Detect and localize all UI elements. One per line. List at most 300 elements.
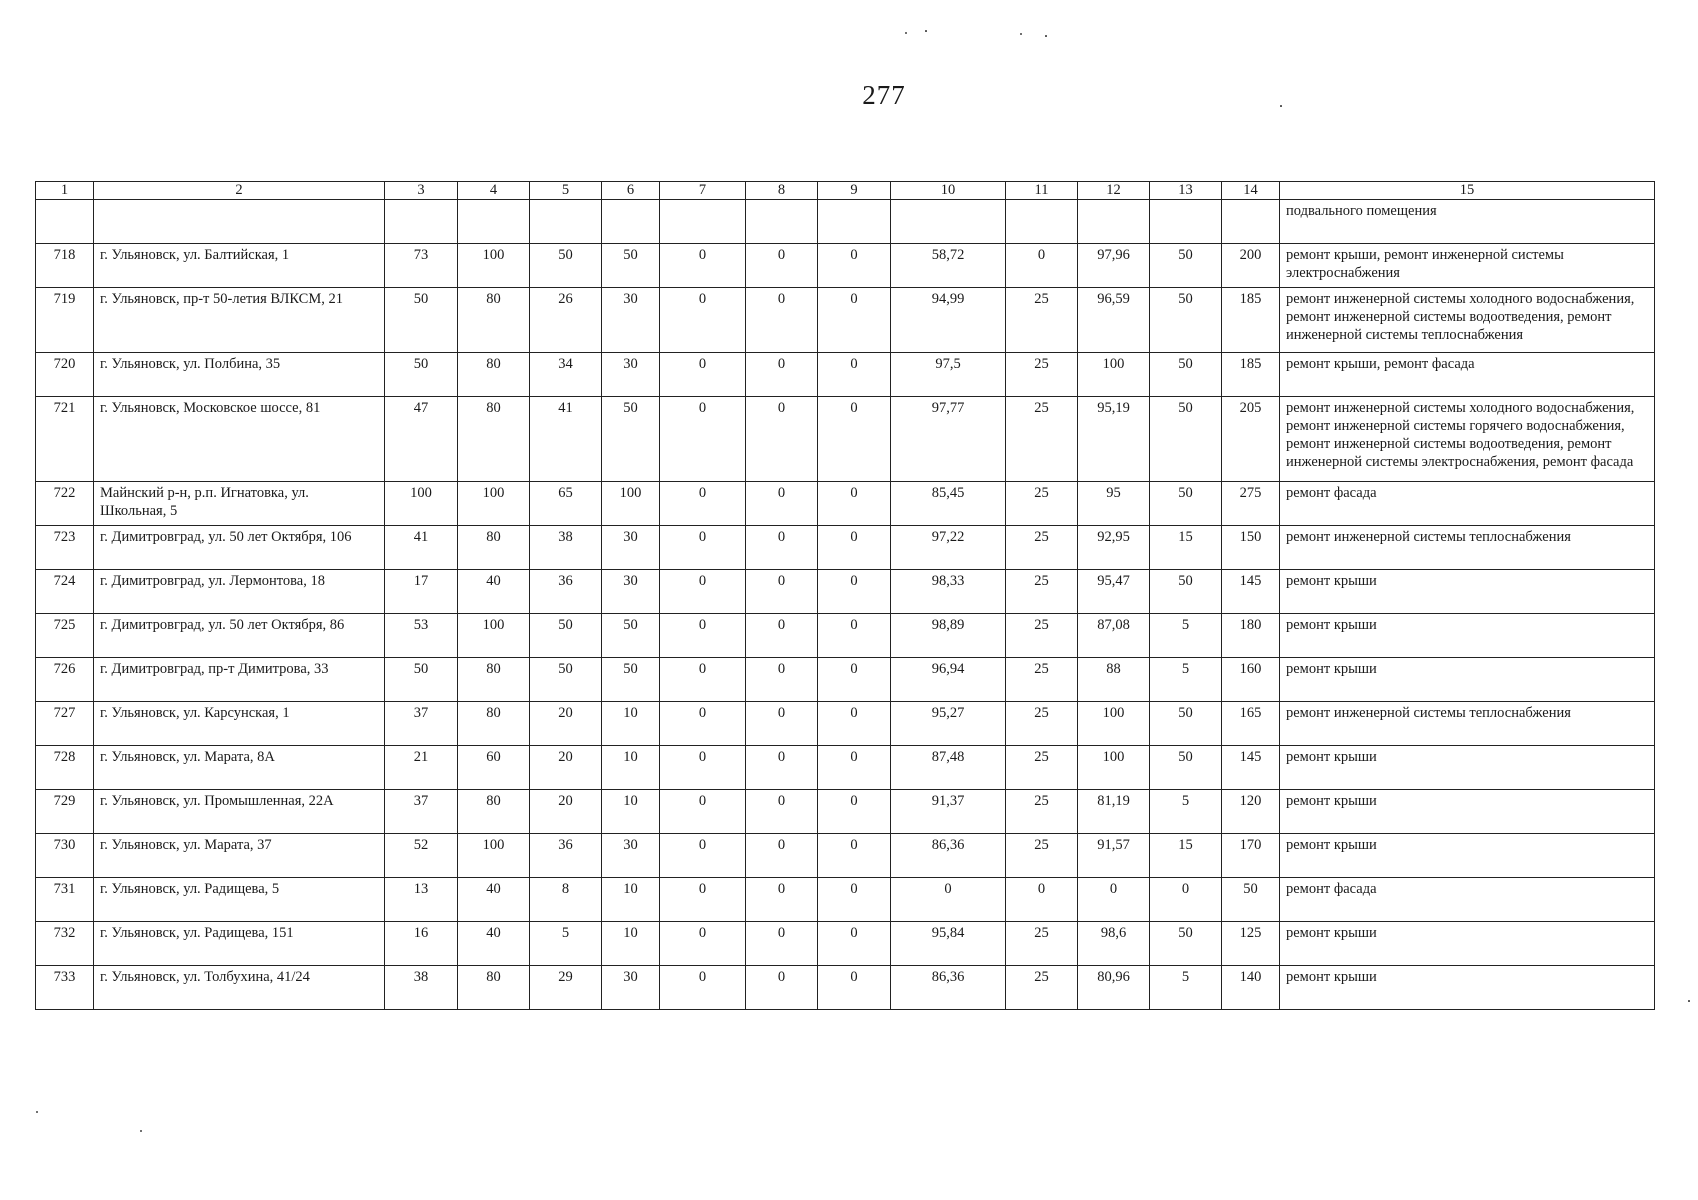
table-cell: 0 (1150, 878, 1222, 922)
address-cell: г. Ульяновск, Московское шоссе, 81 (94, 397, 385, 482)
work-description-cell: ремонт крыши, ремонт инженерной системы электроснабжения (1280, 244, 1655, 288)
total-score-cell: 140 (1222, 966, 1280, 1010)
row-number-cell: 727 (36, 702, 94, 746)
table-row (36, 244, 1655, 288)
scan-speck (1045, 35, 1047, 37)
table-cell: 80 (458, 397, 530, 482)
table-cell: 38 (530, 526, 602, 570)
table-cell: 97,22 (891, 526, 1006, 570)
table-cell: 0 (818, 397, 891, 482)
total-score-cell: 185 (1222, 288, 1280, 353)
table-cell: 10 (602, 790, 660, 834)
table-cell: 25 (1006, 526, 1078, 570)
address-cell: г. Ульяновск, ул. Промышленная, 22А (94, 790, 385, 834)
table-cell: 16 (385, 922, 458, 966)
table-cell: 0 (818, 966, 891, 1010)
table-cell: 0 (818, 482, 891, 526)
table-row (36, 922, 1655, 966)
row-number-cell: 733 (36, 966, 94, 1010)
total-score-cell: 185 (1222, 353, 1280, 397)
row-number-cell: 728 (36, 746, 94, 790)
table-cell: 17 (385, 570, 458, 614)
total-score-cell: 150 (1222, 526, 1280, 570)
work-description-cell: ремонт крыши (1280, 658, 1655, 702)
table-cell: 50 (1150, 922, 1222, 966)
address-cell: г. Ульяновск, ул. Карсунская, 1 (94, 702, 385, 746)
table-cell (36, 200, 94, 244)
table-cell (602, 200, 660, 244)
table-cell: 95 (1078, 482, 1150, 526)
table-cell: 0 (1078, 878, 1150, 922)
table-cell: 95,47 (1078, 570, 1150, 614)
table-cell: 0 (818, 922, 891, 966)
table-cell: 0 (746, 482, 818, 526)
table-cell: 0 (818, 702, 891, 746)
table-cell: 100 (458, 482, 530, 526)
table-cell: 0 (660, 526, 746, 570)
table-cell: 88 (1078, 658, 1150, 702)
work-description-cell: ремонт инженерной системы холодного водоснабжения, ремонт инженерной системы водоотведения, ремонт инженерной системы теплоснабжения (1280, 288, 1655, 353)
table-cell (746, 200, 818, 244)
table-cell: 0 (746, 353, 818, 397)
total-score-cell: 50 (1222, 878, 1280, 922)
table-cell: 86,36 (891, 834, 1006, 878)
table-cell: 0 (818, 790, 891, 834)
row-number-cell: 730 (36, 834, 94, 878)
scan-speck (1280, 105, 1282, 107)
table-row (36, 614, 1655, 658)
table-cell: 0 (660, 790, 746, 834)
address-cell: г. Ульяновск, ул. Балтийская, 1 (94, 244, 385, 288)
table-cell: 91,37 (891, 790, 1006, 834)
table-cell: 40 (458, 922, 530, 966)
scan-speck (140, 1130, 142, 1132)
table-cell: 30 (602, 966, 660, 1010)
page-number: 277 (862, 80, 906, 110)
table-cell (1150, 200, 1222, 244)
total-score-cell: 145 (1222, 570, 1280, 614)
table-cell: 50 (1150, 482, 1222, 526)
table-cell: 94,99 (891, 288, 1006, 353)
work-description-cell: ремонт фасада (1280, 878, 1655, 922)
column-number-header-row (36, 182, 1655, 200)
table-cell: 50 (602, 658, 660, 702)
table-cell: 80 (458, 966, 530, 1010)
table-cell (94, 200, 385, 244)
table-cell (818, 200, 891, 244)
row-number-cell: 725 (36, 614, 94, 658)
row-number-cell: 722 (36, 482, 94, 526)
column-header-3: 3 (385, 182, 458, 200)
table-cell: 0 (818, 353, 891, 397)
table-cell: 100 (602, 482, 660, 526)
table-row (36, 790, 1655, 834)
table-cell: 0 (660, 922, 746, 966)
table-cell: 25 (1006, 658, 1078, 702)
table-cell: 50 (1150, 570, 1222, 614)
table-cell: 26 (530, 288, 602, 353)
table-cell: 0 (660, 746, 746, 790)
table-cell: 41 (530, 397, 602, 482)
table-cell: 100 (458, 834, 530, 878)
table-cell: 0 (746, 658, 818, 702)
table-cell: 25 (1006, 790, 1078, 834)
table-cell: 25 (1006, 397, 1078, 482)
table-cell: 5 (1150, 790, 1222, 834)
table-cell: 38 (385, 966, 458, 1010)
table-cell: 30 (602, 526, 660, 570)
column-header-4: 4 (458, 182, 530, 200)
table-row (36, 834, 1655, 878)
scan-speck (1688, 1000, 1690, 1002)
address-cell: г. Ульяновск, ул. Радищева, 151 (94, 922, 385, 966)
register-table-container (35, 181, 1655, 1010)
table-cell: 0 (660, 288, 746, 353)
total-score-cell: 200 (1222, 244, 1280, 288)
table-cell: 0 (818, 244, 891, 288)
table-cell: 85,45 (891, 482, 1006, 526)
table-cell: 50 (602, 397, 660, 482)
table-cell (1078, 200, 1150, 244)
table-cell: 100 (458, 614, 530, 658)
table-cell: 25 (1006, 482, 1078, 526)
table-cell: 0 (660, 702, 746, 746)
address-cell: г. Димитровград, ул. 50 лет Октября, 106 (94, 526, 385, 570)
address-cell: г. Ульяновск, пр-т 50-летия ВЛКСМ, 21 (94, 288, 385, 353)
table-row (36, 966, 1655, 1010)
table-cell: 5 (530, 922, 602, 966)
row-number-cell: 721 (36, 397, 94, 482)
table-cell: 50 (1150, 702, 1222, 746)
table-cell: 25 (1006, 746, 1078, 790)
column-header-2: 2 (94, 182, 385, 200)
work-description-cell: ремонт крыши (1280, 570, 1655, 614)
table-cell: 0 (660, 482, 746, 526)
table-cell: 50 (530, 244, 602, 288)
table-cell: 40 (458, 570, 530, 614)
work-description-cell: ремонт фасада (1280, 482, 1655, 526)
table-cell: 97,5 (891, 353, 1006, 397)
table-cell: 0 (746, 244, 818, 288)
table-cell: 15 (1150, 834, 1222, 878)
table-cell (458, 200, 530, 244)
table-cell: 50 (1150, 353, 1222, 397)
table-cell: 0 (660, 353, 746, 397)
table-cell: 0 (818, 570, 891, 614)
table-cell: 0 (746, 570, 818, 614)
table-cell: 50 (602, 614, 660, 658)
table-cell: 80 (458, 790, 530, 834)
table-cell: 25 (1006, 614, 1078, 658)
table-cell: 0 (660, 966, 746, 1010)
table-cell: 37 (385, 702, 458, 746)
address-cell: г. Димитровград, ул. Лермонтова, 18 (94, 570, 385, 614)
table-row (36, 397, 1655, 482)
address-cell: г. Ульяновск, ул. Радищева, 5 (94, 878, 385, 922)
column-header-5: 5 (530, 182, 602, 200)
table-cell (1006, 200, 1078, 244)
table-cell: 21 (385, 746, 458, 790)
table-cell: 0 (660, 658, 746, 702)
table-cell: 0 (818, 746, 891, 790)
row-number-cell: 726 (36, 658, 94, 702)
column-header-10: 10 (891, 182, 1006, 200)
table-cell: 0 (1006, 878, 1078, 922)
table-cell: 30 (602, 353, 660, 397)
total-score-cell: 145 (1222, 746, 1280, 790)
table-cell: 25 (1006, 834, 1078, 878)
table-cell: 0 (818, 834, 891, 878)
total-score-cell: 275 (1222, 482, 1280, 526)
table-cell: 5 (1150, 966, 1222, 1010)
address-cell: г. Ульяновск, ул. Марата, 8А (94, 746, 385, 790)
scan-speck (905, 32, 907, 34)
table-cell: 0 (818, 658, 891, 702)
work-description-cell: ремонт инженерной системы теплоснабжения (1280, 526, 1655, 570)
table-cell: 0 (746, 526, 818, 570)
table-cell: 80 (458, 526, 530, 570)
table-cell: 0 (746, 288, 818, 353)
table-cell: 25 (1006, 702, 1078, 746)
table-cell: 80 (458, 658, 530, 702)
table-row (36, 658, 1655, 702)
table-cell: 98,89 (891, 614, 1006, 658)
table-cell: 25 (1006, 288, 1078, 353)
table-cell: 0 (746, 397, 818, 482)
table-cell: 0 (818, 526, 891, 570)
work-description-cell: ремонт инженерной системы теплоснабжения (1280, 702, 1655, 746)
table-cell: 100 (1078, 702, 1150, 746)
table-cell: 10 (602, 878, 660, 922)
work-description-cell: подвального помещения (1280, 200, 1655, 244)
table-row (36, 288, 1655, 353)
work-description-cell: ремонт крыши (1280, 922, 1655, 966)
table-cell: 65 (530, 482, 602, 526)
table-cell: 50 (385, 353, 458, 397)
table-cell: 5 (1150, 614, 1222, 658)
work-description-cell: ремонт инженерной системы холодного водоснабжения, ремонт инженерной системы горячего водоснабжения, ремонт инженерной системы водоотведения, ремонт инженерной системы электроснабжения, ремонт фасада (1280, 397, 1655, 482)
table-cell: 97,96 (1078, 244, 1150, 288)
table-cell: 0 (746, 966, 818, 1010)
total-score-cell: 120 (1222, 790, 1280, 834)
table-cell: 95,84 (891, 922, 1006, 966)
table-cell: 50 (530, 658, 602, 702)
table-cell: 100 (458, 244, 530, 288)
table-cell (891, 200, 1006, 244)
row-number-cell: 731 (36, 878, 94, 922)
table-cell: 0 (660, 834, 746, 878)
column-header-9: 9 (818, 182, 891, 200)
table-cell: 36 (530, 570, 602, 614)
column-header-11: 11 (1006, 182, 1078, 200)
table-cell: 95,27 (891, 702, 1006, 746)
work-description-cell: ремонт крыши (1280, 746, 1655, 790)
table-cell: 20 (530, 746, 602, 790)
column-header-6: 6 (602, 182, 660, 200)
table-cell: 58,72 (891, 244, 1006, 288)
total-score-cell: 170 (1222, 834, 1280, 878)
address-cell: г. Ульяновск, ул. Марата, 37 (94, 834, 385, 878)
table-cell: 25 (1006, 570, 1078, 614)
column-header-14: 14 (1222, 182, 1280, 200)
total-score-cell: 125 (1222, 922, 1280, 966)
table-cell: 87,08 (1078, 614, 1150, 658)
row-number-cell: 732 (36, 922, 94, 966)
address-cell: г. Димитровград, ул. 50 лет Октября, 86 (94, 614, 385, 658)
table-cell: 40 (458, 878, 530, 922)
table-cell: 0 (746, 746, 818, 790)
table-cell: 0 (818, 614, 891, 658)
address-cell: г. Димитровград, пр-т Димитрова, 33 (94, 658, 385, 702)
column-header-8: 8 (746, 182, 818, 200)
table-cell: 0 (746, 834, 818, 878)
table-cell: 0 (746, 614, 818, 658)
scan-speck (1020, 33, 1022, 35)
table-cell: 0 (660, 397, 746, 482)
column-header-1: 1 (36, 182, 94, 200)
table-cell: 41 (385, 526, 458, 570)
table-cell: 0 (746, 922, 818, 966)
total-score-cell: 165 (1222, 702, 1280, 746)
table-cell: 20 (530, 790, 602, 834)
table-cell: 10 (602, 922, 660, 966)
table-cell: 80 (458, 353, 530, 397)
table-cell (385, 200, 458, 244)
table-cell: 50 (385, 658, 458, 702)
table-cell: 95,19 (1078, 397, 1150, 482)
table-cell: 98,6 (1078, 922, 1150, 966)
table-cell: 5 (1150, 658, 1222, 702)
table-cell: 50 (385, 288, 458, 353)
work-description-cell: ремонт крыши (1280, 834, 1655, 878)
table-cell: 92,95 (1078, 526, 1150, 570)
table-cell: 30 (602, 834, 660, 878)
row-number-cell: 723 (36, 526, 94, 570)
column-header-12: 12 (1078, 182, 1150, 200)
table-cell: 36 (530, 834, 602, 878)
total-score-cell: 180 (1222, 614, 1280, 658)
table-cell (660, 200, 746, 244)
table-cell: 29 (530, 966, 602, 1010)
table-cell: 91,57 (1078, 834, 1150, 878)
row-number-cell: 720 (36, 353, 94, 397)
table-cell: 0 (1006, 244, 1078, 288)
table-cell (1222, 200, 1280, 244)
scan-speck (36, 1111, 38, 1113)
table-cell: 0 (818, 878, 891, 922)
table-row (36, 482, 1655, 526)
table-cell: 80 (458, 702, 530, 746)
table-cell: 25 (1006, 922, 1078, 966)
table-cell: 98,33 (891, 570, 1006, 614)
table-cell: 0 (660, 570, 746, 614)
table-cell: 37 (385, 790, 458, 834)
table-cell: 30 (602, 570, 660, 614)
row-number-cell: 729 (36, 790, 94, 834)
table-cell: 80,96 (1078, 966, 1150, 1010)
table-cell: 60 (458, 746, 530, 790)
table-cell: 80 (458, 288, 530, 353)
table-cell: 96,59 (1078, 288, 1150, 353)
table-cell: 0 (818, 288, 891, 353)
table-row (36, 702, 1655, 746)
table-cell: 81,19 (1078, 790, 1150, 834)
table-cell: 25 (1006, 966, 1078, 1010)
table-cell: 20 (530, 702, 602, 746)
table-cell: 53 (385, 614, 458, 658)
table-cell: 34 (530, 353, 602, 397)
table-cell: 52 (385, 834, 458, 878)
table-cell: 0 (891, 878, 1006, 922)
table-cell: 30 (602, 288, 660, 353)
table-cell: 100 (1078, 746, 1150, 790)
table-cell: 0 (660, 614, 746, 658)
table-cell: 0 (660, 878, 746, 922)
table-cell: 0 (746, 702, 818, 746)
table-cell: 100 (385, 482, 458, 526)
table-row (36, 570, 1655, 614)
column-header-13: 13 (1150, 182, 1222, 200)
table-cell: 87,48 (891, 746, 1006, 790)
row-number-cell: 719 (36, 288, 94, 353)
table-cell: 97,77 (891, 397, 1006, 482)
register-table (35, 181, 1655, 1010)
table-cell: 100 (1078, 353, 1150, 397)
address-cell: г. Ульяновск, ул. Полбина, 35 (94, 353, 385, 397)
register-table-body (36, 200, 1655, 1010)
row-number-cell: 718 (36, 244, 94, 288)
address-cell: г. Ульяновск, ул. Толбухина, 41/24 (94, 966, 385, 1010)
work-description-cell: ремонт крыши (1280, 966, 1655, 1010)
table-cell: 10 (602, 702, 660, 746)
work-description-cell: ремонт крыши (1280, 614, 1655, 658)
total-score-cell: 205 (1222, 397, 1280, 482)
table-cell: 50 (1150, 746, 1222, 790)
table-cell: 50 (1150, 397, 1222, 482)
table-cell: 73 (385, 244, 458, 288)
table-cell: 25 (1006, 353, 1078, 397)
table-row (36, 353, 1655, 397)
table-cell: 86,36 (891, 966, 1006, 1010)
table-cell: 96,94 (891, 658, 1006, 702)
table-cell: 10 (602, 746, 660, 790)
table-cell: 47 (385, 397, 458, 482)
address-cell: Майнский р-н, р.п. Игнатовка, ул. Школьная, 5 (94, 482, 385, 526)
continuation-row (36, 200, 1655, 244)
table-row (36, 526, 1655, 570)
table-cell: 0 (746, 878, 818, 922)
table-cell: 50 (602, 244, 660, 288)
total-score-cell: 160 (1222, 658, 1280, 702)
table-cell (530, 200, 602, 244)
work-description-cell: ремонт крыши, ремонт фасада (1280, 353, 1655, 397)
table-cell: 50 (1150, 288, 1222, 353)
work-description-cell: ремонт крыши (1280, 790, 1655, 834)
column-header-7: 7 (660, 182, 746, 200)
table-row (36, 746, 1655, 790)
column-header-15: 15 (1280, 182, 1655, 200)
scan-speck (925, 30, 927, 32)
table-row (36, 878, 1655, 922)
table-cell: 0 (660, 244, 746, 288)
row-number-cell: 724 (36, 570, 94, 614)
table-cell: 0 (746, 790, 818, 834)
table-cell: 8 (530, 878, 602, 922)
table-cell: 13 (385, 878, 458, 922)
table-cell: 15 (1150, 526, 1222, 570)
table-cell: 50 (530, 614, 602, 658)
table-cell: 50 (1150, 244, 1222, 288)
